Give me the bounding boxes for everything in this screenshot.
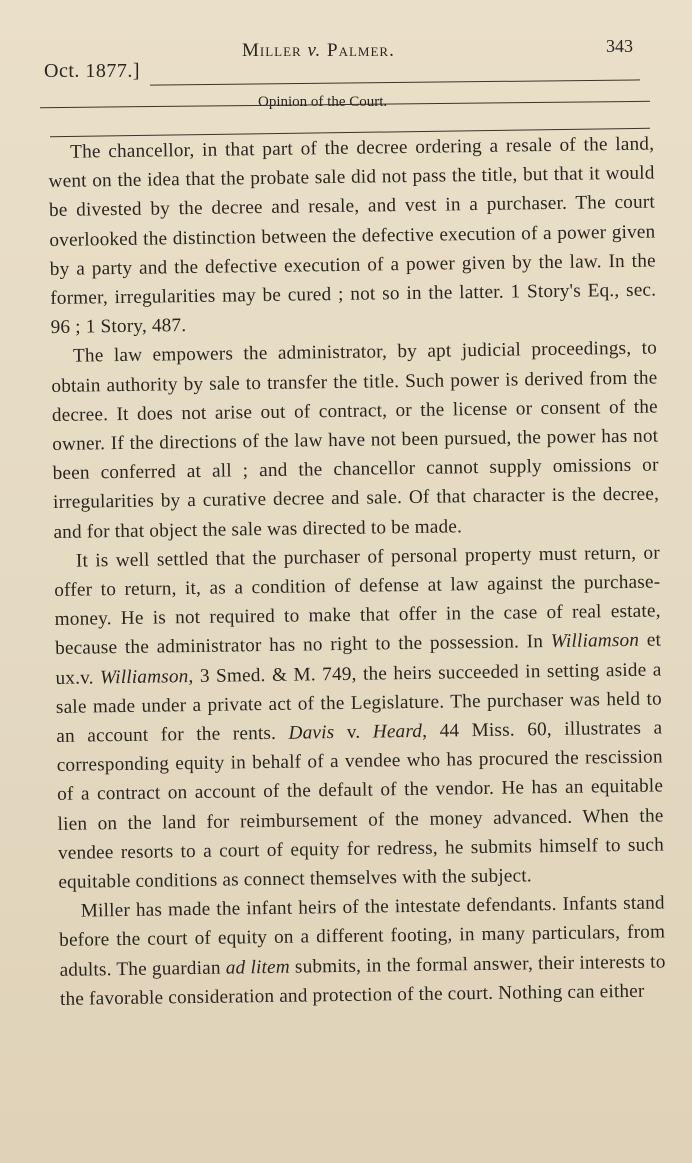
page-number: 343 <box>606 36 633 56</box>
case-title <box>242 40 395 62</box>
section-heading: Opinion of the Court. <box>258 94 388 110</box>
paragraph-3-text-d: v. <box>334 721 373 744</box>
header-rule-top <box>150 79 640 85</box>
paragraph-4 <box>59 889 667 1014</box>
term-date: Oct. 1877.] <box>44 60 141 82</box>
paragraph-3-text-b: et ux.v. <box>55 629 662 689</box>
case-name-williamson-1: Williamson <box>550 630 640 653</box>
paragraph-3 <box>54 538 665 897</box>
running-head <box>0 0 692 120</box>
paragraph-4-text-b: submits, in the formal answer, their interests to the favorable consideration and protection of the court. Nothing can either <box>59 951 666 1010</box>
paragraph-3-text-c: , 3 Smed. & M. 749, the heirs succeeded in setting aside a sale made under a private act of the Legislature. The purchaser was held to an account for the rents. <box>55 659 663 748</box>
latin-ad-litem: ad litem <box>225 956 291 979</box>
case-defendant: Palmer. <box>327 40 395 61</box>
case-name-williamson-2: Williamson <box>99 665 189 688</box>
case-plaintiff: Miller <box>242 40 302 61</box>
paragraph-4-text-a: Miller has made the infant heirs of the intestate defendants. Infants stand before the court of equity on a different footing, in many particulars, from adults. The guardian <box>59 892 666 981</box>
opinion-body <box>48 130 666 1014</box>
paragraph-3-text-e: , 44 Miss. 60, illustrates a corresponding equity in behalf of a vendee who has procured the rescission of a contract on account of the default of the vendor. He has an equitable lien on the land for reimbursement of the money advanced. When the vendee resorts to a court of equity for redress, he submits himself to such equitable conditions as connect themselves with the subject. <box>56 717 665 894</box>
case-name-davis: Davis <box>288 722 335 744</box>
case-versus: v. <box>307 40 322 61</box>
case-name-heard: Heard <box>372 720 423 743</box>
paragraph-3-text-a: It is well settled that the purchaser of personal property must return, or offer to return, it, as a condition of defense at law against the purchase-money. He is not required to make that offer in the case of real estate, because the administrator has no right to the possession. In <box>54 542 661 660</box>
paragraph-2: The law empowers the administrator, by apt judicial proceedings, to obtain authority by sale to transfer the title. Such power is derived from the decree. It does not arise out of contract, or the license or consent of the owner. If the directions of the law have not been pursued, the power has not been conferred at all ; and the chancellor cannot supply omissions or irregularities by a curative decree and sale. Of that character is the decree, and for that object the sale was directed to be made. <box>51 337 660 543</box>
paragraph-1: The chancellor, in that part of the decree ordering a resale of the land, went on the idea that the probate sale did not pass the title, but that it would be divested by the decree and resale, and vest in a purchaser. The court overlooked the distinction between the defective execution of a power given by a party and the defective execution of a power given by the law. In the former, irregularities may be cured ; not so in the latter. 1 Story's Eq., sec. 96 ; 1 Story, 487. <box>48 133 657 339</box>
